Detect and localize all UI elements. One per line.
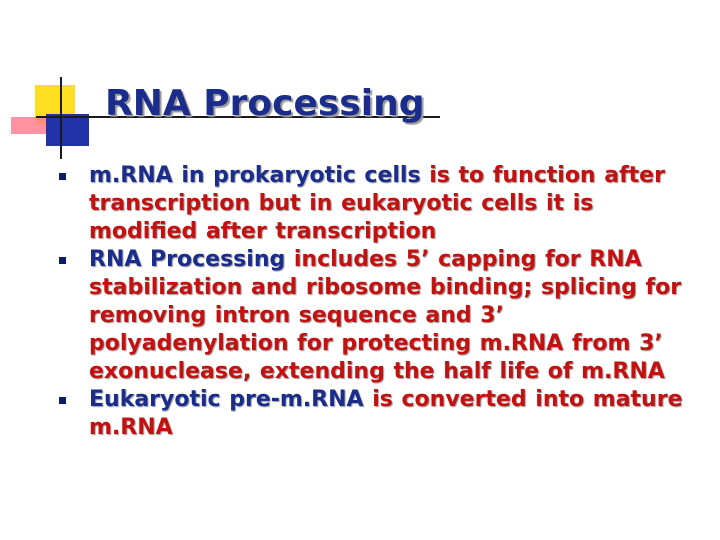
bullet-3-rest: is converted into mature m.RNA — [89, 387, 683, 440]
bullet-item-2 — [0, 246, 720, 386]
bullet-text-3 — [89, 386, 701, 442]
bullet-3-highlight: Eukaryotic pre-m.RNA — [89, 387, 364, 412]
square-bullet-icon — [59, 173, 66, 180]
square-bullet-icon — [59, 397, 66, 404]
bullet-2-includes: includes — [285, 247, 406, 272]
bullet-2-highlight: RNA Processing — [89, 247, 286, 272]
bullet-list — [0, 162, 720, 442]
bullet-text-1 — [89, 162, 701, 246]
decor-vertical-line — [60, 77, 62, 159]
slide-title: RNA Processing — [105, 83, 425, 124]
square-bullet-icon — [59, 257, 66, 264]
bullet-1-rest: is to function after transcription but in eukaryotic cells it is modified after transcription — [89, 163, 665, 244]
bullet-1-highlight: m.RNA in prokaryotic cells — [89, 163, 421, 188]
bullet-item-3 — [0, 386, 720, 442]
bullet-text-2 — [89, 246, 701, 386]
decor-blue-square — [46, 114, 89, 146]
bullet-item-1 — [0, 162, 720, 246]
bullet-2-rest: 5’ capping for RNA stabilization and ribosome binding; splicing for removing intron sequence and 3’ polyadenylation for protecting m.RNA from 3’ exonuclease, extending the half life of m.RNA — [89, 247, 682, 384]
